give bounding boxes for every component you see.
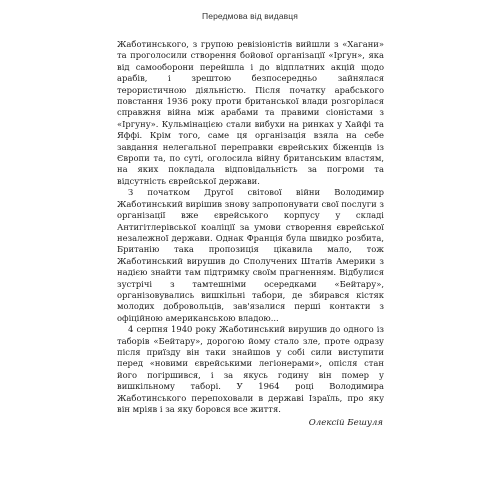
paragraph-1: Жаботинського, з групою ревізіоністів вийшли з «Хагани» та проголосили створення бойової організації «Іргун», яка від самооборони перейшла і до відплатних акцій щодо арабів, і зрештою безпосередньо зайнялася терористичною діяльністю. Після початку арабського повстання 1936 року проти британської влади розгорілася справжня війна між арабами та правими сіоністами з «Іргуну». Кульмінацією стали вибухи на ринках у Хайфі та Яффі. Крім того, саме ця організація взяла на себе завдання нелегальної переправки єврейських біженців із Європи та, по суті, оголосила війну британським властям, на яких покладала відповідальність за погроми та відсутність єврейської держави. bbox=[117, 39, 384, 186]
running-head: Передмова від видавця bbox=[202, 11, 298, 21]
body-text bbox=[117, 39, 384, 415]
paragraph-2: З початком Другої світової війни Володимир Жаботинський вирішив знову запропонувати свої послуги з організації вже єврейського корпусу у складі Антигітлерівської коаліції за умови створення єврейської незалежної держави. Однак Франція була швидко розбита, Британію така пропозиція цікавила мало, тож Жаботинський вирушив до Сполучених Штатів Америки з надією знайти там підтримку своїм прагненням. Відбулися зустрічі з тамтешніми осередками «Бейтару», організовувались вишкільні табори, де збирався кістяк молодих добровольців, зав'язалися перші контакти з офіційною американською владою... bbox=[117, 187, 384, 323]
author-signature: Олексій Бешуля bbox=[308, 418, 383, 428]
paragraph-3: 4 серпня 1940 року Жаботинський вирушив до одного із таборів «Бейтару», дорогою йому стало зле, проте одразу після приїзду він таки знайшов у собі сили виступити перед «новими єврейськими легіонерами», опісля стан його погіршився, і за якусь годину він помер у вишкільному таборі. У 1964 році Володимира Жаботинського перепоховали в державі Ізраїль, про яку він мріяв і за яку боровся все життя. bbox=[117, 324, 384, 414]
